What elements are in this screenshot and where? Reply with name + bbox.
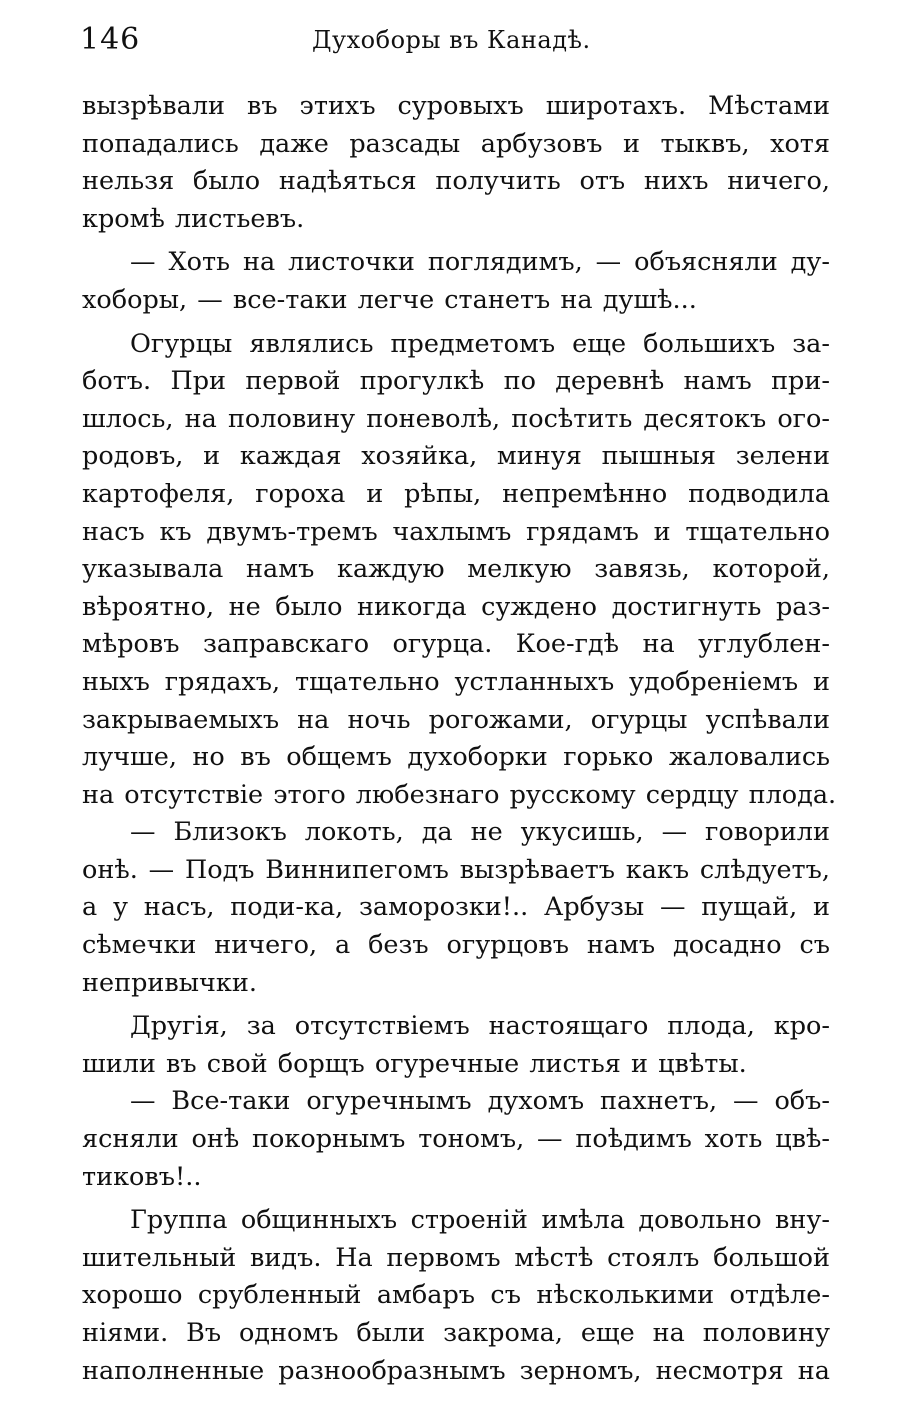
paragraph <box>82 88 830 238</box>
text-line: родовъ, и каждая хозяйка, минуя пышныя зелени <box>82 441 830 472</box>
paragraph <box>82 814 830 1002</box>
text-line: Группа общинныхъ строеній имѣла довольно вну- <box>130 1205 830 1236</box>
paragraph <box>82 326 837 815</box>
paragraph <box>82 1008 830 1083</box>
text-line: вѣроятно, не было никогда суждено достигнуть раз- <box>82 591 830 622</box>
text-line: тиковъ!.. <box>82 1161 202 1192</box>
text-line: шлось, на половину поневолѣ, посѣтить десятокъ ого- <box>82 403 830 434</box>
text-line: Огурцы являлись предметомъ еще большихъ за- <box>130 328 830 359</box>
text-line: хорошо срубленный амбаръ съ нѣсколькими отдѣле- <box>82 1280 830 1311</box>
text-line: вызрѣвали въ этихъ суровыхъ широтахъ. Мѣстами <box>82 91 830 121</box>
paragraph <box>82 1083 830 1196</box>
text-line: мѣровъ заправскаго огурца. Кое-гдѣ на углублен- <box>82 629 830 660</box>
text-line: ясняли онѣ покорнымъ тономъ, — поѣдимъ хоть цвѣ- <box>82 1124 830 1155</box>
text-line: нельзя было надѣяться получить отъ нихъ ничего, <box>82 166 830 197</box>
text-line: сѣмечки ничего, а безъ огурцовъ намъ досадно съ <box>82 930 830 961</box>
text-line: картофеля, гороха и рѣпы, непремѣнно подводила <box>82 478 830 509</box>
text-line: шили въ свой борщъ огуречные листья и цвѣты. <box>82 1048 747 1079</box>
text-line: ніями. Въ одномъ были закрома, еще на половину <box>82 1318 830 1348</box>
paragraph <box>82 1202 830 1390</box>
text-line: — Все-таки огуречнымъ духомъ пахнетъ, — объ- <box>130 1086 830 1117</box>
text-line: на отсутствіе этого любезнаго русскому сердцу плода. <box>82 779 837 810</box>
text-line: хоборы, — все-таки легче станетъ на душѣ... <box>82 284 697 315</box>
text-line: Другія, за отсутствіемъ настоящаго плода, кро- <box>130 1011 830 1042</box>
page-number: 146 <box>80 22 141 57</box>
text-line: лучше, но въ общемъ духоборки горько жаловались <box>82 742 830 773</box>
text-line: онѣ. — Подъ Виннипегомъ вызрѣваетъ какъ слѣдуетъ, <box>82 854 830 885</box>
text-line: ботъ. При первой прогулкѣ по деревнѣ намъ при- <box>82 366 830 397</box>
text-line: попадались даже разсады арбузовъ и тыквъ, хотя <box>82 128 830 159</box>
text-line: — Близокъ локоть, да не укусишь, — говорили <box>130 817 830 848</box>
text-line: наполненные разнообразнымъ зерномъ, несмотря на <box>82 1355 830 1386</box>
text-line: насъ къ двумъ-тремъ чахлымъ грядамъ и тщательно <box>82 516 830 547</box>
text-line: — Хоть на листочки поглядимъ, — объясняли ду- <box>130 247 830 278</box>
text-line: ныхъ грядахъ, тщательно устланныхъ удобреніемъ и <box>82 666 830 697</box>
text-line: указывала намъ каждую мелкую завязь, которой, <box>82 554 830 585</box>
text-line: кромѣ листьевъ. <box>82 203 305 234</box>
running-title: Духоборы въ Канадѣ. <box>312 26 591 54</box>
text-line: закрываемыхъ на ночь рогожами, огурцы успѣвали <box>82 704 830 735</box>
body-text <box>82 88 837 1390</box>
paragraph <box>82 244 830 319</box>
text-line: а у насъ, поди-ка, заморозки!.. Арбузы — пущай, и <box>82 892 830 923</box>
text-line: непривычки. <box>82 967 257 998</box>
text-line: шительный видъ. На первомъ мѣстѣ стоялъ большой <box>82 1242 830 1273</box>
